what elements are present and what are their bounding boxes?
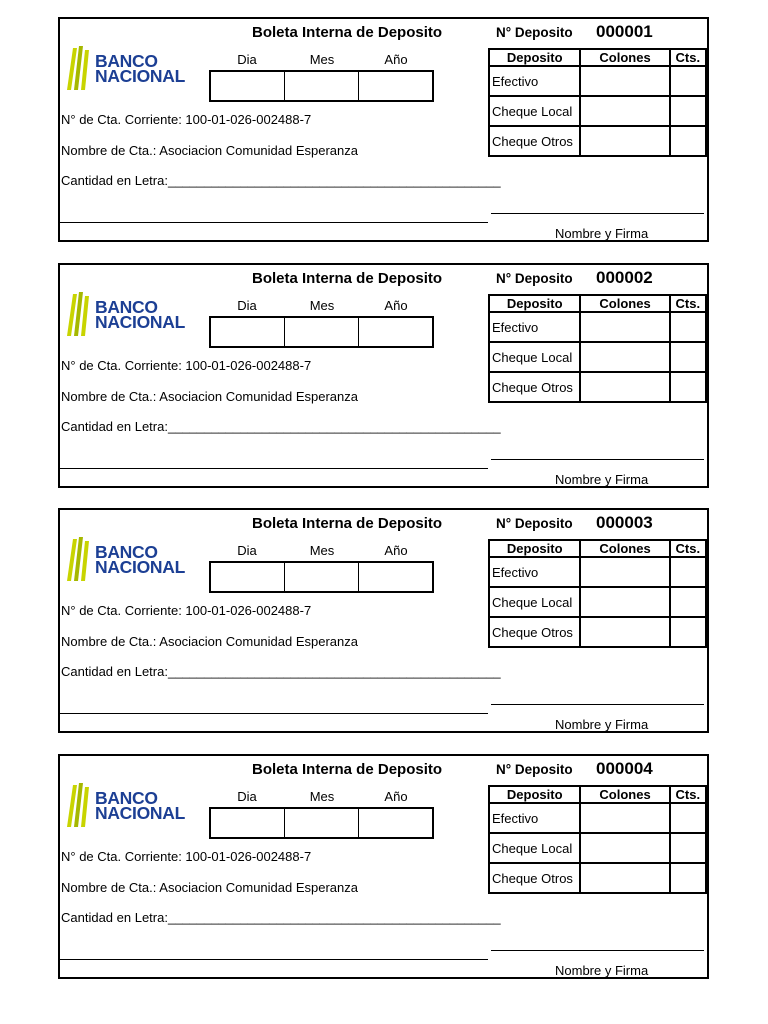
cents-cell[interactable] <box>670 342 706 372</box>
colones-cell[interactable] <box>580 66 669 96</box>
table-row <box>489 126 706 156</box>
table-row <box>489 312 706 342</box>
table-header-deposit: Deposito <box>489 786 580 803</box>
deposit-number: 000002 <box>596 268 653 287</box>
date-header-day: Dia <box>237 789 257 804</box>
month-field[interactable] <box>285 563 359 591</box>
month-field[interactable] <box>285 72 359 100</box>
signature-line[interactable] <box>491 459 704 460</box>
year-field[interactable] <box>359 563 432 591</box>
deposit-number-label: N° Deposito <box>496 762 573 777</box>
banco-nacional-stripes-icon <box>64 783 94 829</box>
logo-line-2: NACIONAL <box>95 557 185 577</box>
banco-nacional-logo <box>64 783 204 827</box>
day-field[interactable] <box>211 809 285 837</box>
logo-text <box>95 51 185 86</box>
row-label-local-check: Cheque Local <box>489 342 580 372</box>
slip-title: Boleta Interna de Deposito <box>252 270 443 287</box>
table-row <box>489 587 706 617</box>
date-boxes <box>209 70 434 102</box>
table-row <box>489 863 706 893</box>
logo-line-2: NACIONAL <box>95 66 185 86</box>
logo-text <box>95 788 185 823</box>
table-header-colones: Colones <box>580 540 669 557</box>
cents-cell[interactable] <box>670 557 706 587</box>
account-number-line: N° de Cta. Corriente: 100-01-026-002488-7 <box>61 358 312 373</box>
colones-cell[interactable] <box>580 617 669 647</box>
table-header-colones: Colones <box>580 295 669 312</box>
date-header-month: Mes <box>309 543 335 558</box>
date-header-month: Mes <box>309 52 335 67</box>
date-header-day: Dia <box>237 298 257 313</box>
account-name-line: Nombre de Cta.: Asociacion Comunidad Esperanza <box>61 143 358 158</box>
day-field[interactable] <box>211 318 285 346</box>
row-label-other-check: Cheque Otros <box>489 617 580 647</box>
colones-cell[interactable] <box>580 833 669 863</box>
slip-title: Boleta Interna de Deposito <box>252 515 443 532</box>
logo-line-2: NACIONAL <box>95 803 185 823</box>
banco-nacional-logo <box>64 46 204 90</box>
deposit-number: 000004 <box>596 759 653 778</box>
month-field[interactable] <box>285 809 359 837</box>
deposit-table <box>488 539 707 648</box>
cents-cell[interactable] <box>670 312 706 342</box>
account-number-line: N° de Cta. Corriente: 100-01-026-002488-7 <box>61 112 312 127</box>
table-row <box>489 66 706 96</box>
colones-cell[interactable] <box>580 557 669 587</box>
banco-nacional-stripes-icon <box>64 292 94 338</box>
cents-cell[interactable] <box>670 126 706 156</box>
banco-nacional-logo <box>64 537 204 581</box>
date-header-day: Dia <box>237 52 257 67</box>
cents-cell[interactable] <box>670 617 706 647</box>
date-header-month: Mes <box>309 789 335 804</box>
deposit-slip-4 <box>58 754 709 979</box>
signature-line[interactable] <box>491 213 704 214</box>
row-label-other-check: Cheque Otros <box>489 372 580 402</box>
colones-cell[interactable] <box>580 126 669 156</box>
date-header-day: Dia <box>237 543 257 558</box>
table-header-cents: Cts. <box>670 786 706 803</box>
table-header-cents: Cts. <box>670 49 706 66</box>
date-header-year: Año <box>384 298 408 313</box>
account-number-line: N° de Cta. Corriente: 100-01-026-002488-7 <box>61 603 312 618</box>
cents-cell[interactable] <box>670 66 706 96</box>
cents-cell[interactable] <box>670 833 706 863</box>
colones-cell[interactable] <box>580 312 669 342</box>
amount-continuation-line[interactable] <box>60 713 488 714</box>
table-row <box>489 803 706 833</box>
table-row <box>489 557 706 587</box>
table-header-cents: Cts. <box>670 540 706 557</box>
row-label-local-check: Cheque Local <box>489 96 580 126</box>
date-boxes <box>209 561 434 593</box>
table-row <box>489 617 706 647</box>
signature-line[interactable] <box>491 704 704 705</box>
logo-line-1: BANCO <box>95 788 158 808</box>
row-label-local-check: Cheque Local <box>489 587 580 617</box>
signature-label: Nombre y Firma <box>555 226 649 241</box>
signature-line[interactable] <box>491 950 704 951</box>
row-label-cash: Efectivo <box>489 803 580 833</box>
table-header-deposit: Deposito <box>489 49 580 66</box>
table-row <box>489 96 706 126</box>
cents-cell[interactable] <box>670 587 706 617</box>
deposit-number-label: N° Deposito <box>496 271 573 286</box>
logo-line-2: NACIONAL <box>95 312 185 332</box>
date-boxes <box>209 807 434 839</box>
logo-line-1: BANCO <box>95 51 158 71</box>
table-header-cents: Cts. <box>670 295 706 312</box>
row-label-cash: Efectivo <box>489 312 580 342</box>
amount-continuation-line[interactable] <box>60 959 488 960</box>
deposit-table <box>488 785 707 894</box>
year-field[interactable] <box>359 809 432 837</box>
table-header-deposit: Deposito <box>489 295 580 312</box>
date-header-year: Año <box>384 543 408 558</box>
account-name-line: Nombre de Cta.: Asociacion Comunidad Esperanza <box>61 880 358 895</box>
deposit-number: 000003 <box>596 513 653 532</box>
colones-cell[interactable] <box>580 863 669 893</box>
deposit-number-label: N° Deposito <box>496 516 573 531</box>
day-field[interactable] <box>211 563 285 591</box>
colones-cell[interactable] <box>580 803 669 833</box>
table-row <box>489 833 706 863</box>
account-name-line: Nombre de Cta.: Asociacion Comunidad Esperanza <box>61 634 358 649</box>
month-field[interactable] <box>285 318 359 346</box>
deposit-slip-1 <box>58 17 709 242</box>
table-row <box>489 342 706 372</box>
logo-text <box>95 542 185 577</box>
signature-label: Nombre y Firma <box>555 472 649 487</box>
date-header-year: Año <box>384 52 408 67</box>
slip-title: Boleta Interna de Deposito <box>252 761 443 778</box>
banco-nacional-logo <box>64 292 204 336</box>
deposit-slip-2 <box>58 263 709 488</box>
slip-title: Boleta Interna de Deposito <box>252 24 443 41</box>
amount-in-words-line[interactable]: Cantidad en Letra:______________________________________________ <box>61 419 501 434</box>
deposit-number-label: N° Deposito <box>496 25 573 40</box>
cents-cell[interactable] <box>670 803 706 833</box>
year-field[interactable] <box>359 318 432 346</box>
deposit-table <box>488 294 707 403</box>
colones-cell[interactable] <box>580 587 669 617</box>
logo-line-1: BANCO <box>95 542 158 562</box>
logo-text <box>95 297 185 332</box>
amount-in-words-line[interactable]: Cantidad en Letra:______________________________________________ <box>61 173 501 188</box>
colones-cell[interactable] <box>580 342 669 372</box>
row-label-local-check: Cheque Local <box>489 833 580 863</box>
amount-in-words-line[interactable]: Cantidad en Letra:______________________________________________ <box>61 664 501 679</box>
table-header-colones: Colones <box>580 786 669 803</box>
colones-cell[interactable] <box>580 372 669 402</box>
row-label-cash: Efectivo <box>489 557 580 587</box>
table-header-colones: Colones <box>580 49 669 66</box>
colones-cell[interactable] <box>580 96 669 126</box>
cents-cell[interactable] <box>670 863 706 893</box>
row-label-cash: Efectivo <box>489 66 580 96</box>
account-name-line: Nombre de Cta.: Asociacion Comunidad Esperanza <box>61 389 358 404</box>
account-number-line: N° de Cta. Corriente: 100-01-026-002488-7 <box>61 849 312 864</box>
cents-cell[interactable] <box>670 96 706 126</box>
deposit-table <box>488 48 707 157</box>
day-field[interactable] <box>211 72 285 100</box>
banco-nacional-stripes-icon <box>64 46 94 92</box>
amount-in-words-line[interactable]: Cantidad en Letra:______________________________________________ <box>61 910 501 925</box>
amount-continuation-line[interactable] <box>60 222 488 223</box>
cents-cell[interactable] <box>670 372 706 402</box>
amount-continuation-line[interactable] <box>60 468 488 469</box>
date-header-month: Mes <box>309 298 335 313</box>
signature-label: Nombre y Firma <box>555 963 649 978</box>
row-label-other-check: Cheque Otros <box>489 863 580 893</box>
year-field[interactable] <box>359 72 432 100</box>
date-header-year: Año <box>384 789 408 804</box>
table-row <box>489 372 706 402</box>
date-boxes <box>209 316 434 348</box>
deposit-number: 000001 <box>596 22 653 41</box>
signature-label: Nombre y Firma <box>555 717 649 732</box>
banco-nacional-stripes-icon <box>64 537 94 583</box>
logo-line-1: BANCO <box>95 297 158 317</box>
table-header-deposit: Deposito <box>489 540 580 557</box>
deposit-slip-3 <box>58 508 709 733</box>
row-label-other-check: Cheque Otros <box>489 126 580 156</box>
